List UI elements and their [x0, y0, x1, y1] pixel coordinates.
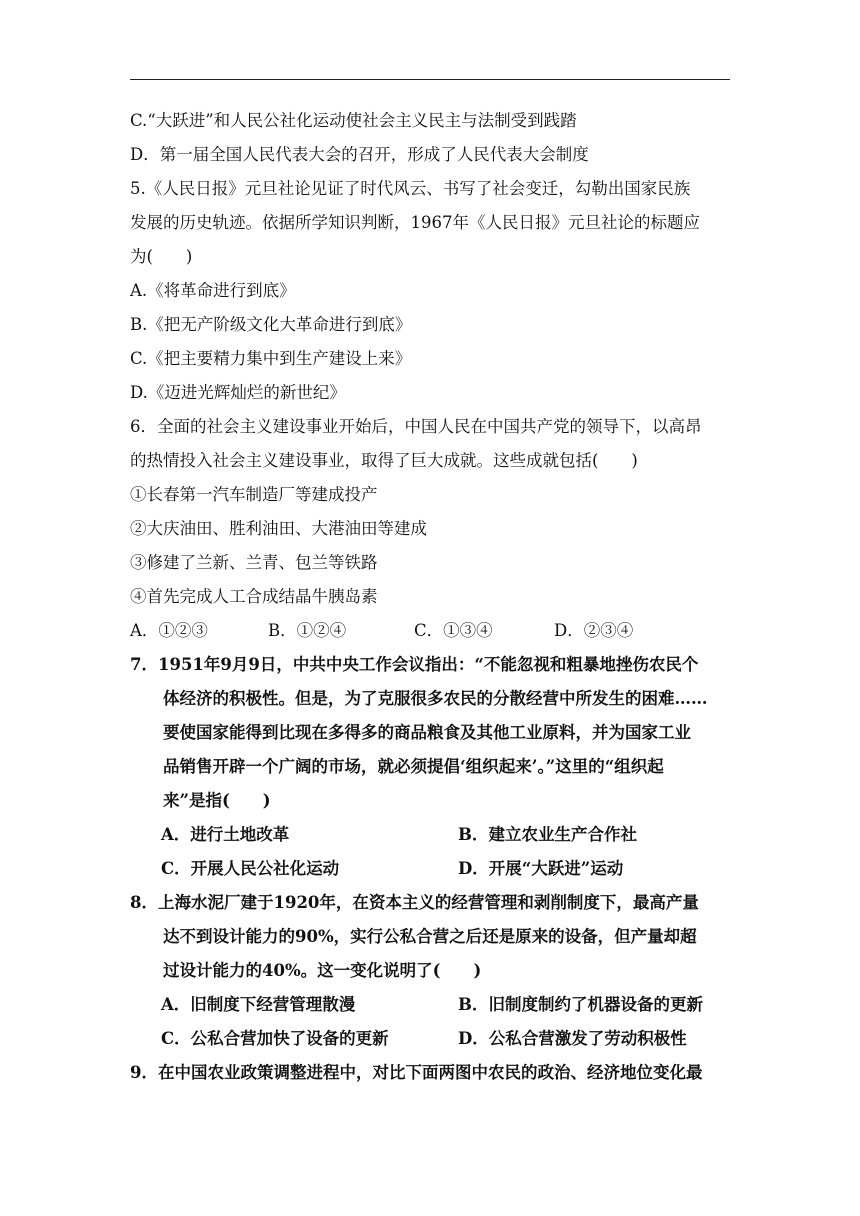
- q8-options-row-2: [130, 1022, 740, 1056]
- exam-content: [130, 104, 740, 1090]
- header-rule: [130, 79, 730, 80]
- q6-options: [130, 614, 740, 648]
- q6-stem-line-2: 的热情投入社会主义建设事业，取得了巨大成就。这些成就包括( ): [130, 451, 638, 470]
- q7-stem-line-2: 体经济的积极性。但是，为了克服很多农民的分散经营中所发生的困难……: [163, 689, 708, 708]
- q6-item-1: ①长春第一汽车制造厂等建成投产: [130, 485, 378, 504]
- q7-option-b: B．建立农业生产合作社: [458, 825, 637, 844]
- q6-item-3: ③修建了兰新、兰青、包兰等铁路: [130, 553, 378, 572]
- q9-stem-line-1: 9．在中国农业政策调整进程中，对比下面两图中农民的政治、经济地位变化最: [130, 1063, 703, 1082]
- q6-stem-line-1: 6．全面的社会主义建设事业开始后，中国人民在中国共产党的领导下，以高昂: [130, 417, 702, 436]
- q5-stem-line-2: 发展的历史轨迹。依据所学知识判断，1967年《人民日报》元旦社论的标题应: [130, 213, 700, 232]
- q7-option-c: C．开展人民公社化运动: [161, 859, 340, 878]
- q5-stem-line-1: 5.《人民日报》元旦社论见证了时代风云、书写了社会变迁，勾勒出国家民族: [130, 179, 691, 198]
- q5-stem-line-3: 为( ): [130, 247, 193, 266]
- q8-options-row-1: [130, 988, 740, 1022]
- q8-option-c: C．公私合营加快了设备的更新: [161, 1029, 389, 1048]
- q4-option-d: D．第一届全国人民代表大会的召开，形成了人民代表大会制度: [130, 145, 589, 164]
- q7-stem-line-5: 来”是指( ): [163, 791, 271, 810]
- q7-option-d: D．开展“大跃进”运动: [458, 859, 624, 878]
- q5-option-c: C.《把主要精力集中到生产建设上来》: [130, 349, 412, 368]
- q5-option-d: D.《迈进光辉灿烂的新世纪》: [130, 383, 346, 402]
- q8-stem-line-1: 8．上海水泥厂建于1920年，在资本主义的经营管理和剥削制度下，最高产量: [130, 893, 699, 912]
- q6-item-4: ④首先完成人工合成结晶牛胰岛素: [130, 587, 378, 606]
- q7-options-row-1: [130, 818, 740, 852]
- q7-option-a: A．进行土地改革: [161, 825, 290, 844]
- q6-option-c: C．①③④: [414, 621, 493, 640]
- q8-option-b: B．旧制度制约了机器设备的更新: [458, 995, 703, 1014]
- q7-stem-line-3: 要使国家能得到比现在多得多的商品粮食及其他工业原料，并为国家工业: [163, 723, 691, 742]
- q4-option-c: C.“大跃进”和人民公社化运动使社会主义民主与法制受到践踏: [130, 111, 577, 130]
- q8-stem-line-2: 达不到设计能力的90%，实行公私合营之后还是原来的设备，但产量却超: [163, 927, 697, 946]
- q6-item-2: ②大庆油田、胜利油田、大港油田等建成: [130, 519, 427, 538]
- q6-option-a: A．①②③: [130, 621, 208, 640]
- q6-option-d: D．②③④: [554, 621, 634, 640]
- q7-stem-line-4: 品销售开辟一个广阔的市场，就必须提倡‘组织起来’。”这里的“组织起: [163, 757, 664, 776]
- q5-option-a: A.《将革命进行到底》: [130, 281, 296, 300]
- q8-option-a: A．旧制度下经营管理散漫: [161, 995, 356, 1014]
- q6-option-b: B．①②④: [268, 621, 347, 640]
- q5-option-b: B.《把无产阶级文化大革命进行到底》: [130, 315, 412, 334]
- q7-options-row-2: [130, 852, 740, 886]
- q7-stem-line-1: 7．1951年9月9日，中共中央工作会议指出：“不能忽视和粗暴地挫伤农民个: [130, 655, 699, 674]
- q8-stem-line-3: 过设计能力的40%。这一变化说明了( ): [163, 961, 482, 980]
- q8-option-d: D．公私合营激发了劳动积极性: [458, 1029, 687, 1048]
